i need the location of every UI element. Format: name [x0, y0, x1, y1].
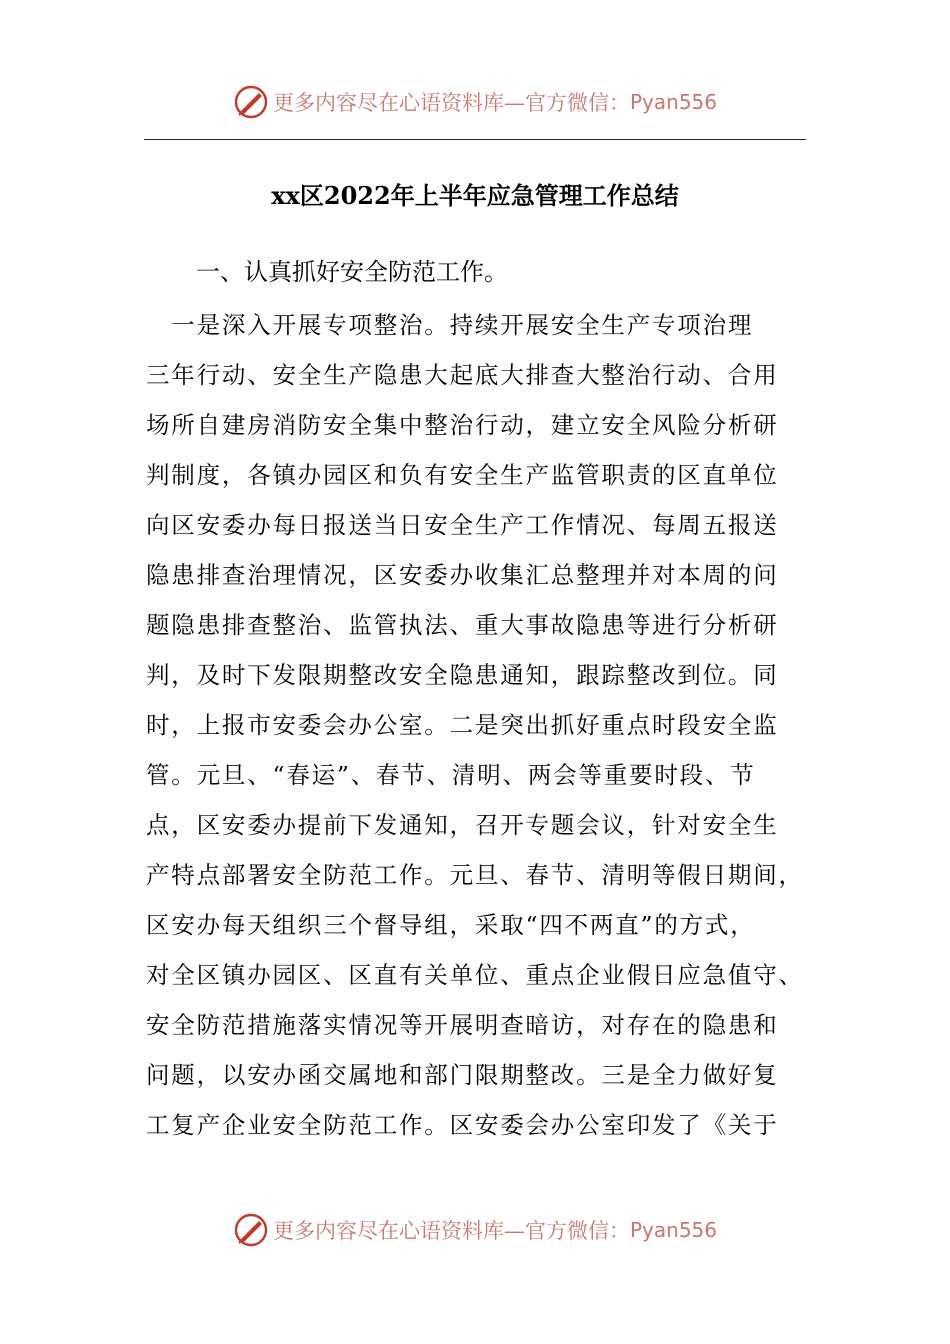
quill-logo-icon [233, 1212, 269, 1248]
body-line: 判制度，各镇办园区和负有安全生产监管职责的区直单位 [146, 461, 779, 489]
body-line: 三年行动、安全生产隐患大起底大排查大整治行动、合用 [146, 361, 779, 389]
body-line: 区安办每天组织三个督导组，采取“四不两直”的方式， [146, 911, 756, 939]
body-line: 问题，以安办函交属地和部门限期整改。三是全力做好复 [146, 1061, 779, 1089]
document-title: xx区2022年上半年应急管理工作总结 [271, 181, 679, 210]
body-line: 题隐患排查整治、监管执法、重大事故隐患等进行分析研 [146, 611, 779, 639]
quill-logo-icon [233, 84, 269, 120]
body-text [146, 300, 804, 1150]
body-line: 安全防范措施落实情况等开展明查暗访，对存在的隐患和 [146, 1011, 779, 1039]
header-divider [144, 139, 806, 140]
body-line: 时，上报市安委会办公室。二是突出抓好重点时段安全监 [146, 711, 779, 739]
body-line: 对全区镇办园区、区直有关单位、重点企业假日应急值守、 [146, 961, 804, 989]
body-line: 一是深入开展专项整治。持续开展安全生产专项治理 [146, 311, 754, 339]
banner-handle: Pyan556 [629, 90, 717, 114]
body-line: 场所自建房消防安全集中整治行动，建立安全风险分析研 [146, 411, 779, 439]
body-line: 点，区安委办提前下发通知，召开专题会议，针对安全生 [146, 811, 779, 839]
header-watermark-banner [0, 82, 950, 122]
footer-watermark-banner [0, 1210, 950, 1250]
banner-text: 更多内容尽在心语资料库—官方微信： [272, 1219, 630, 1243]
body-line: 产特点部署安全防范工作。元旦、春节、清明等假日期间， [146, 861, 804, 889]
body-line: 判，及时下发限期整改安全隐患通知，跟踪整改到位。同 [146, 661, 779, 689]
body-line: 管。元旦、“春运”、春节、清明、两会等重要时段、节 [146, 761, 756, 789]
body-line: 向区安委办每日报送当日安全生产工作情况、每周五报送 [146, 511, 779, 539]
banner-text: 更多内容尽在心语资料库—官方微信： [272, 91, 630, 115]
section-heading: 一、认真抓好安全防范工作。 [196, 258, 508, 286]
body-line: 隐患排查治理情况，区安委办收集汇总整理并对本周的问 [146, 561, 779, 589]
body-line: 工复产企业安全防范工作。区安委会办公室印发了《关于 [146, 1111, 779, 1139]
banner-handle: Pyan556 [629, 1218, 717, 1242]
